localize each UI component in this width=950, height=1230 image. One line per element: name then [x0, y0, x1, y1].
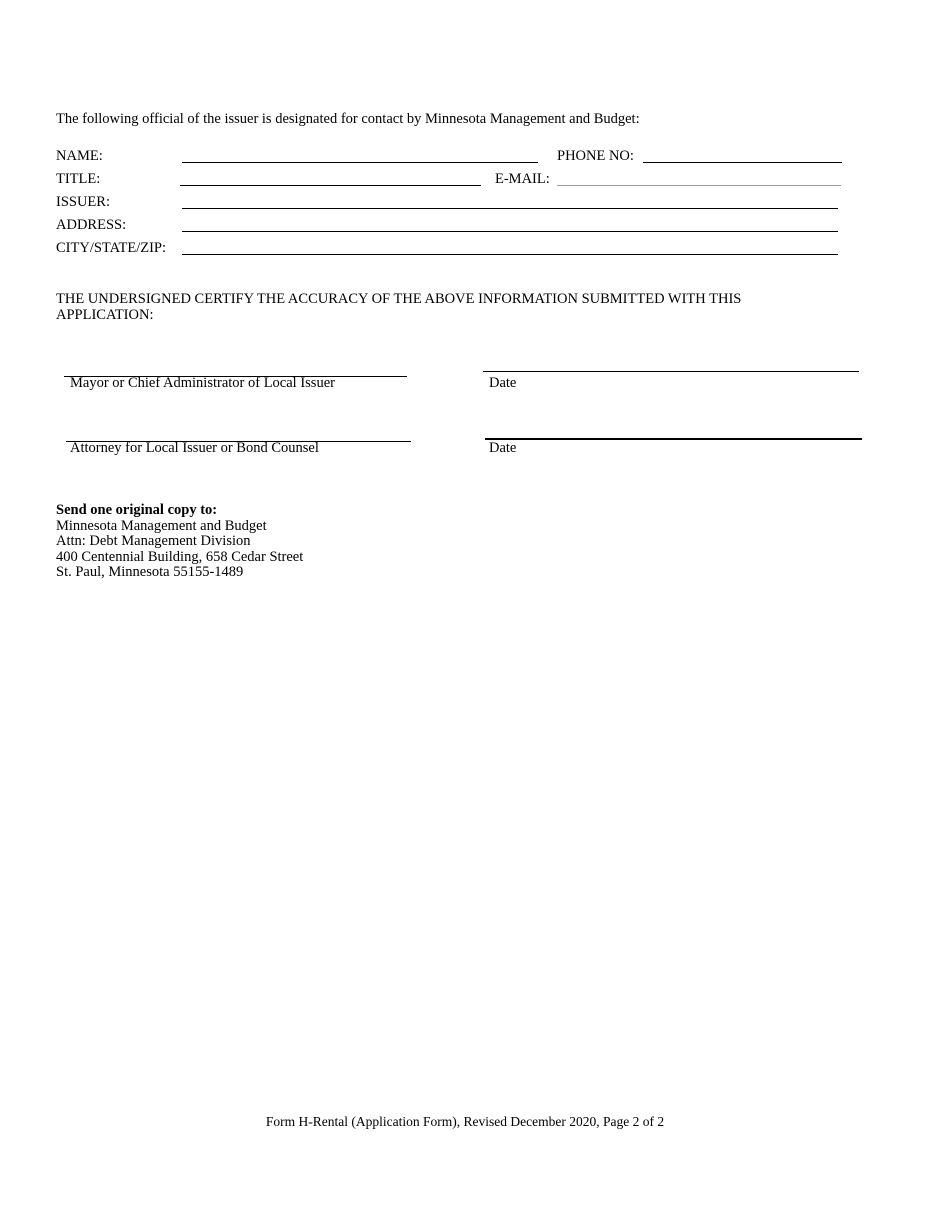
mailing-heading: Send one original copy to: — [56, 502, 218, 518]
issuer-label: ISSUER: — [56, 194, 110, 210]
mayor-date-line[interactable] — [483, 371, 859, 372]
intro-text: The following official of the issuer is designated for contact by Minnesota Management and Budget: — [56, 111, 640, 127]
mayor-date-label: Date — [489, 375, 517, 391]
email-label: E-MAIL: — [495, 171, 550, 187]
certify-text-line1: THE UNDERSIGNED CERTIFY THE ACCURACY OF THE ABOVE INFORMATION SUBMITTED WITH THIS — [56, 291, 742, 307]
phone-field[interactable] — [643, 162, 842, 163]
city-state-zip-field[interactable] — [182, 254, 838, 255]
name-field[interactable] — [182, 162, 538, 163]
attorney-date-line[interactable] — [485, 438, 862, 440]
address-field[interactable] — [182, 231, 838, 232]
page-footer: Form H-Rental (Application Form), Revised December 2020, Page 2 of 2 — [265, 1114, 665, 1129]
address-label: ADDRESS: — [56, 217, 127, 233]
name-label: NAME: — [56, 148, 103, 164]
mailing-line: St. Paul, Minnesota 55155-1489 — [56, 564, 244, 580]
attorney-date-label: Date — [489, 440, 517, 456]
email-field[interactable] — [557, 185, 841, 186]
mailing-line: Minnesota Management and Budget — [56, 517, 267, 534]
mailing-address-block — [56, 503, 303, 581]
issuer-field[interactable] — [182, 208, 838, 209]
phone-label: PHONE NO: — [557, 148, 634, 164]
attorney-signature-label: Attorney for Local Issuer or Bond Counsel — [70, 440, 319, 456]
mailing-line: 400 Centennial Building, 658 Cedar Street — [56, 548, 304, 565]
mailing-line: Attn: Debt Management Division — [56, 533, 251, 549]
mayor-signature-label: Mayor or Chief Administrator of Local Issuer — [70, 375, 335, 391]
title-label: TITLE: — [56, 171, 101, 187]
certify-text-line2: APPLICATION: — [56, 307, 154, 323]
title-field[interactable] — [180, 185, 481, 186]
city-state-zip-label: CITY/STATE/ZIP: — [56, 240, 167, 256]
